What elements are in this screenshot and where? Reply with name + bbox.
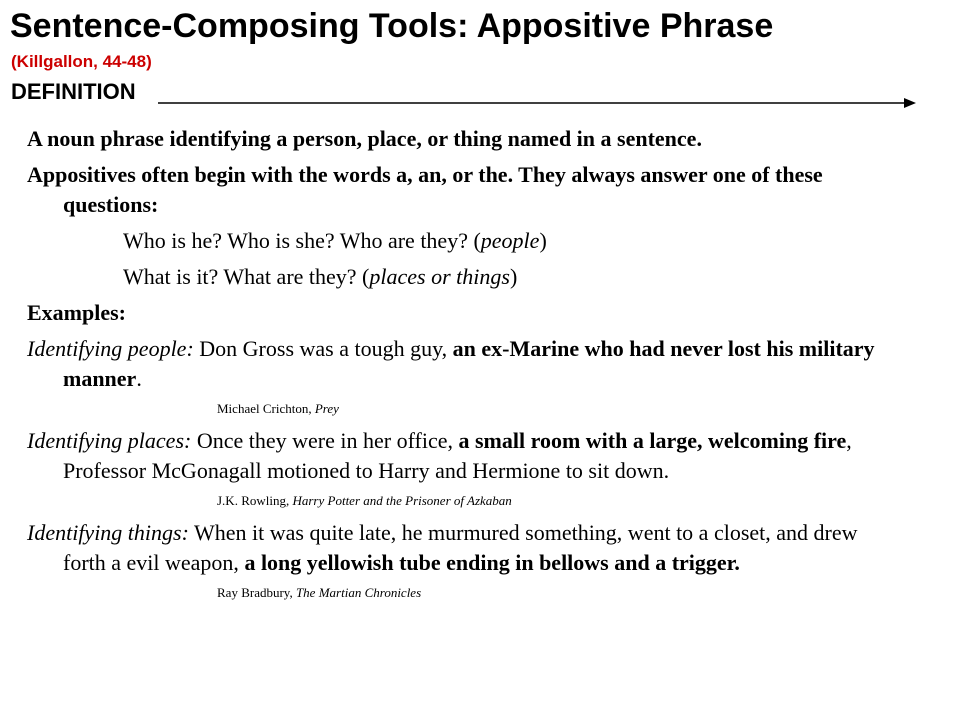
definition-heading: DEFINITION <box>11 79 136 104</box>
question-people: Who is he? Who is she? Who are they? (people) <box>123 228 547 253</box>
example-places-source: J.K. Rowling, Harry Potter and the Prisoner of Azkaban <box>217 493 512 508</box>
examples-label: Examples: <box>27 300 126 325</box>
citation: (Killgallon, 44-48) <box>11 52 152 71</box>
example-people-source: Michael Crichton, Prey <box>217 401 339 416</box>
question-things: What is it? What are they? (places or things) <box>123 264 518 289</box>
arrow-line <box>158 96 918 110</box>
example-places: Identifying places: Once they were in her office, a small room with a large, welcoming fire, Professor McGonagall motioned to Harry and Hermione to sit down. <box>27 428 852 483</box>
content-body <box>27 124 887 610</box>
appositives-note: Appositives often begin with the words a, an, or the. They always answer one of these questions: <box>27 162 823 217</box>
example-things-source: Ray Bradbury, The Martian Chronicles <box>217 585 422 600</box>
page-title: Sentence-Composing Tools: Appositive Phrase <box>10 7 774 45</box>
example-people: Identifying people: Don Gross was a tough guy, an ex-Marine who had never lost his military manner. <box>27 336 875 391</box>
example-things: Identifying things: When it was quite late, he murmured something, went to a closet, and drew forth a evil weapon, a long yellowish tube ending in bellows and a trigger. <box>27 520 858 575</box>
definition-text: A noun phrase identifying a person, place, or thing named in a sentence. <box>27 126 702 151</box>
